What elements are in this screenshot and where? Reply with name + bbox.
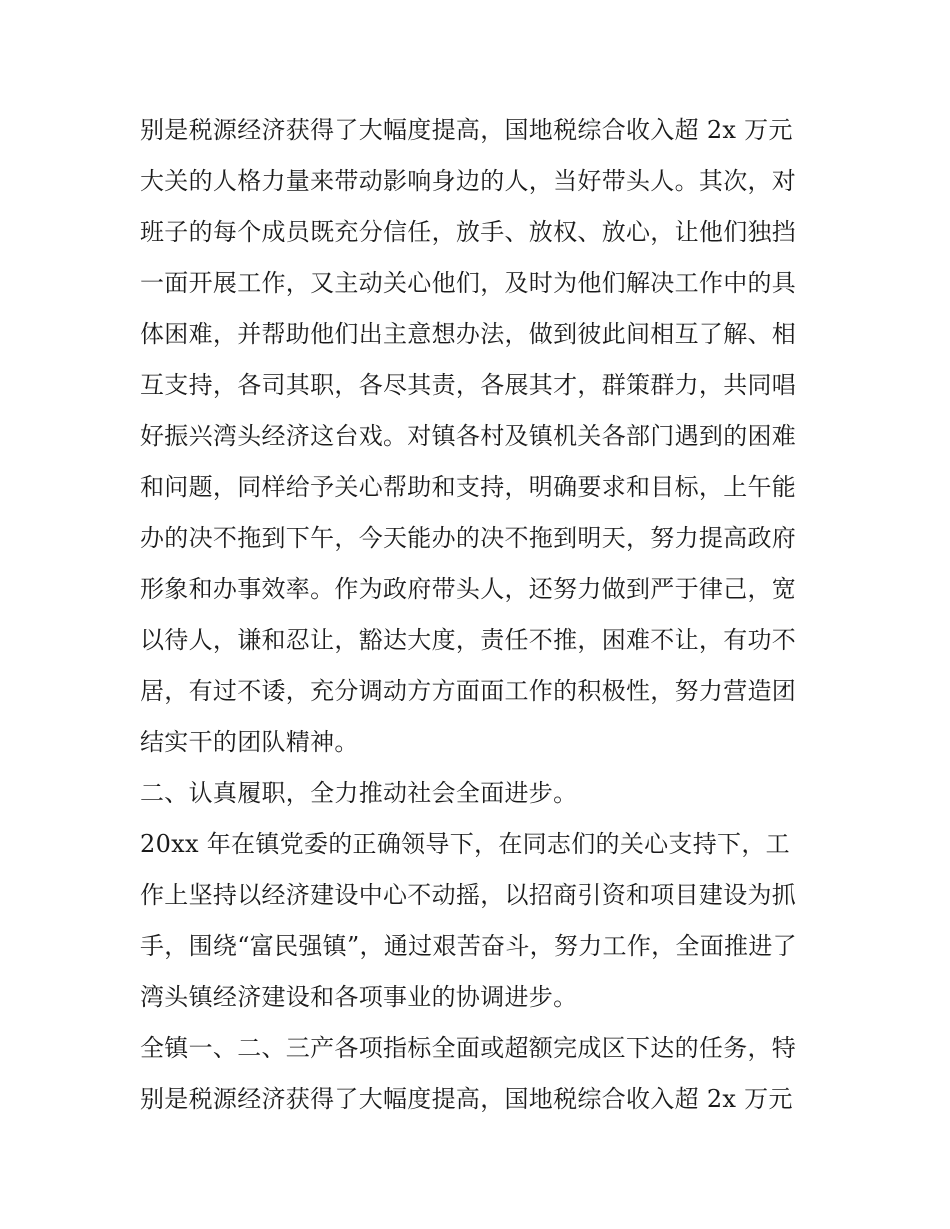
section-heading-2: 二、认真履职，全力推动社会全面进步。 <box>140 779 578 807</box>
text-line-20: 别是税源经济获得了大幅度提高，国地税综合收入超 2x 万元 <box>140 1085 793 1113</box>
text-line-1: 别是税源经济获得了大幅度提高，国地税综合收入超 2x 万元 <box>140 116 793 144</box>
text-line-10: 形象和办事效率。作为政府带头人，还努力做到严于律己，宽 <box>140 575 797 603</box>
text-line-15: 20xx 年在镇党委的正确领导下，在同志们的关心支持下，工 <box>140 830 790 858</box>
text-line-7: 好振兴湾头经济这台戏。对镇各村及镇机关各部门遇到的困难 <box>140 422 797 450</box>
text-line-17: 手，围绕“富民强镇”，通过艰苦奋斗，努力工作，全面推进了 <box>140 932 797 960</box>
text-line-5: 体困难，并帮助他们出主意想办法，做到彼此间相互了解、相 <box>140 320 797 348</box>
text-line-2: 大关的人格力量来带动影响身边的人，当好带头人。其次，对 <box>140 167 797 195</box>
text-line-11: 以待人，谦和忍让，豁达大度，责任不推，困难不让，有功不 <box>140 626 797 654</box>
text-line-12: 居，有过不诿，充分调动方方面面工作的积极性，努力营造团 <box>140 677 797 705</box>
text-line-3: 班子的每个成员既充分信任，放手、放权、放心，让他们独挡 <box>140 218 797 246</box>
text-line-9: 办的决不拖到下午，今天能办的决不拖到明天，努力提高政府 <box>140 524 797 552</box>
text-line-8: 和问题，同样给予关心帮助和支持，明确要求和目标，上午能 <box>140 473 797 501</box>
text-line-16: 作上坚持以经济建设中心不动摇，以招商引资和项目建设为抓 <box>140 881 797 909</box>
text-line-13: 结实干的团队精神。 <box>140 728 359 756</box>
text-line-19: 全镇一、二、三产各项指标全面或超额完成区下达的任务，特 <box>140 1034 797 1062</box>
document-body <box>140 105 830 1125</box>
text-line-6: 互支持，各司其职，各尽其责，各展其才，群策群力，共同唱 <box>140 371 797 399</box>
text-line-4: 一面开展工作，又主动关心他们，及时为他们解决工作中的具 <box>140 269 797 297</box>
text-line-18: 湾头镇经济建设和各项事业的协调进步。 <box>140 983 578 1011</box>
